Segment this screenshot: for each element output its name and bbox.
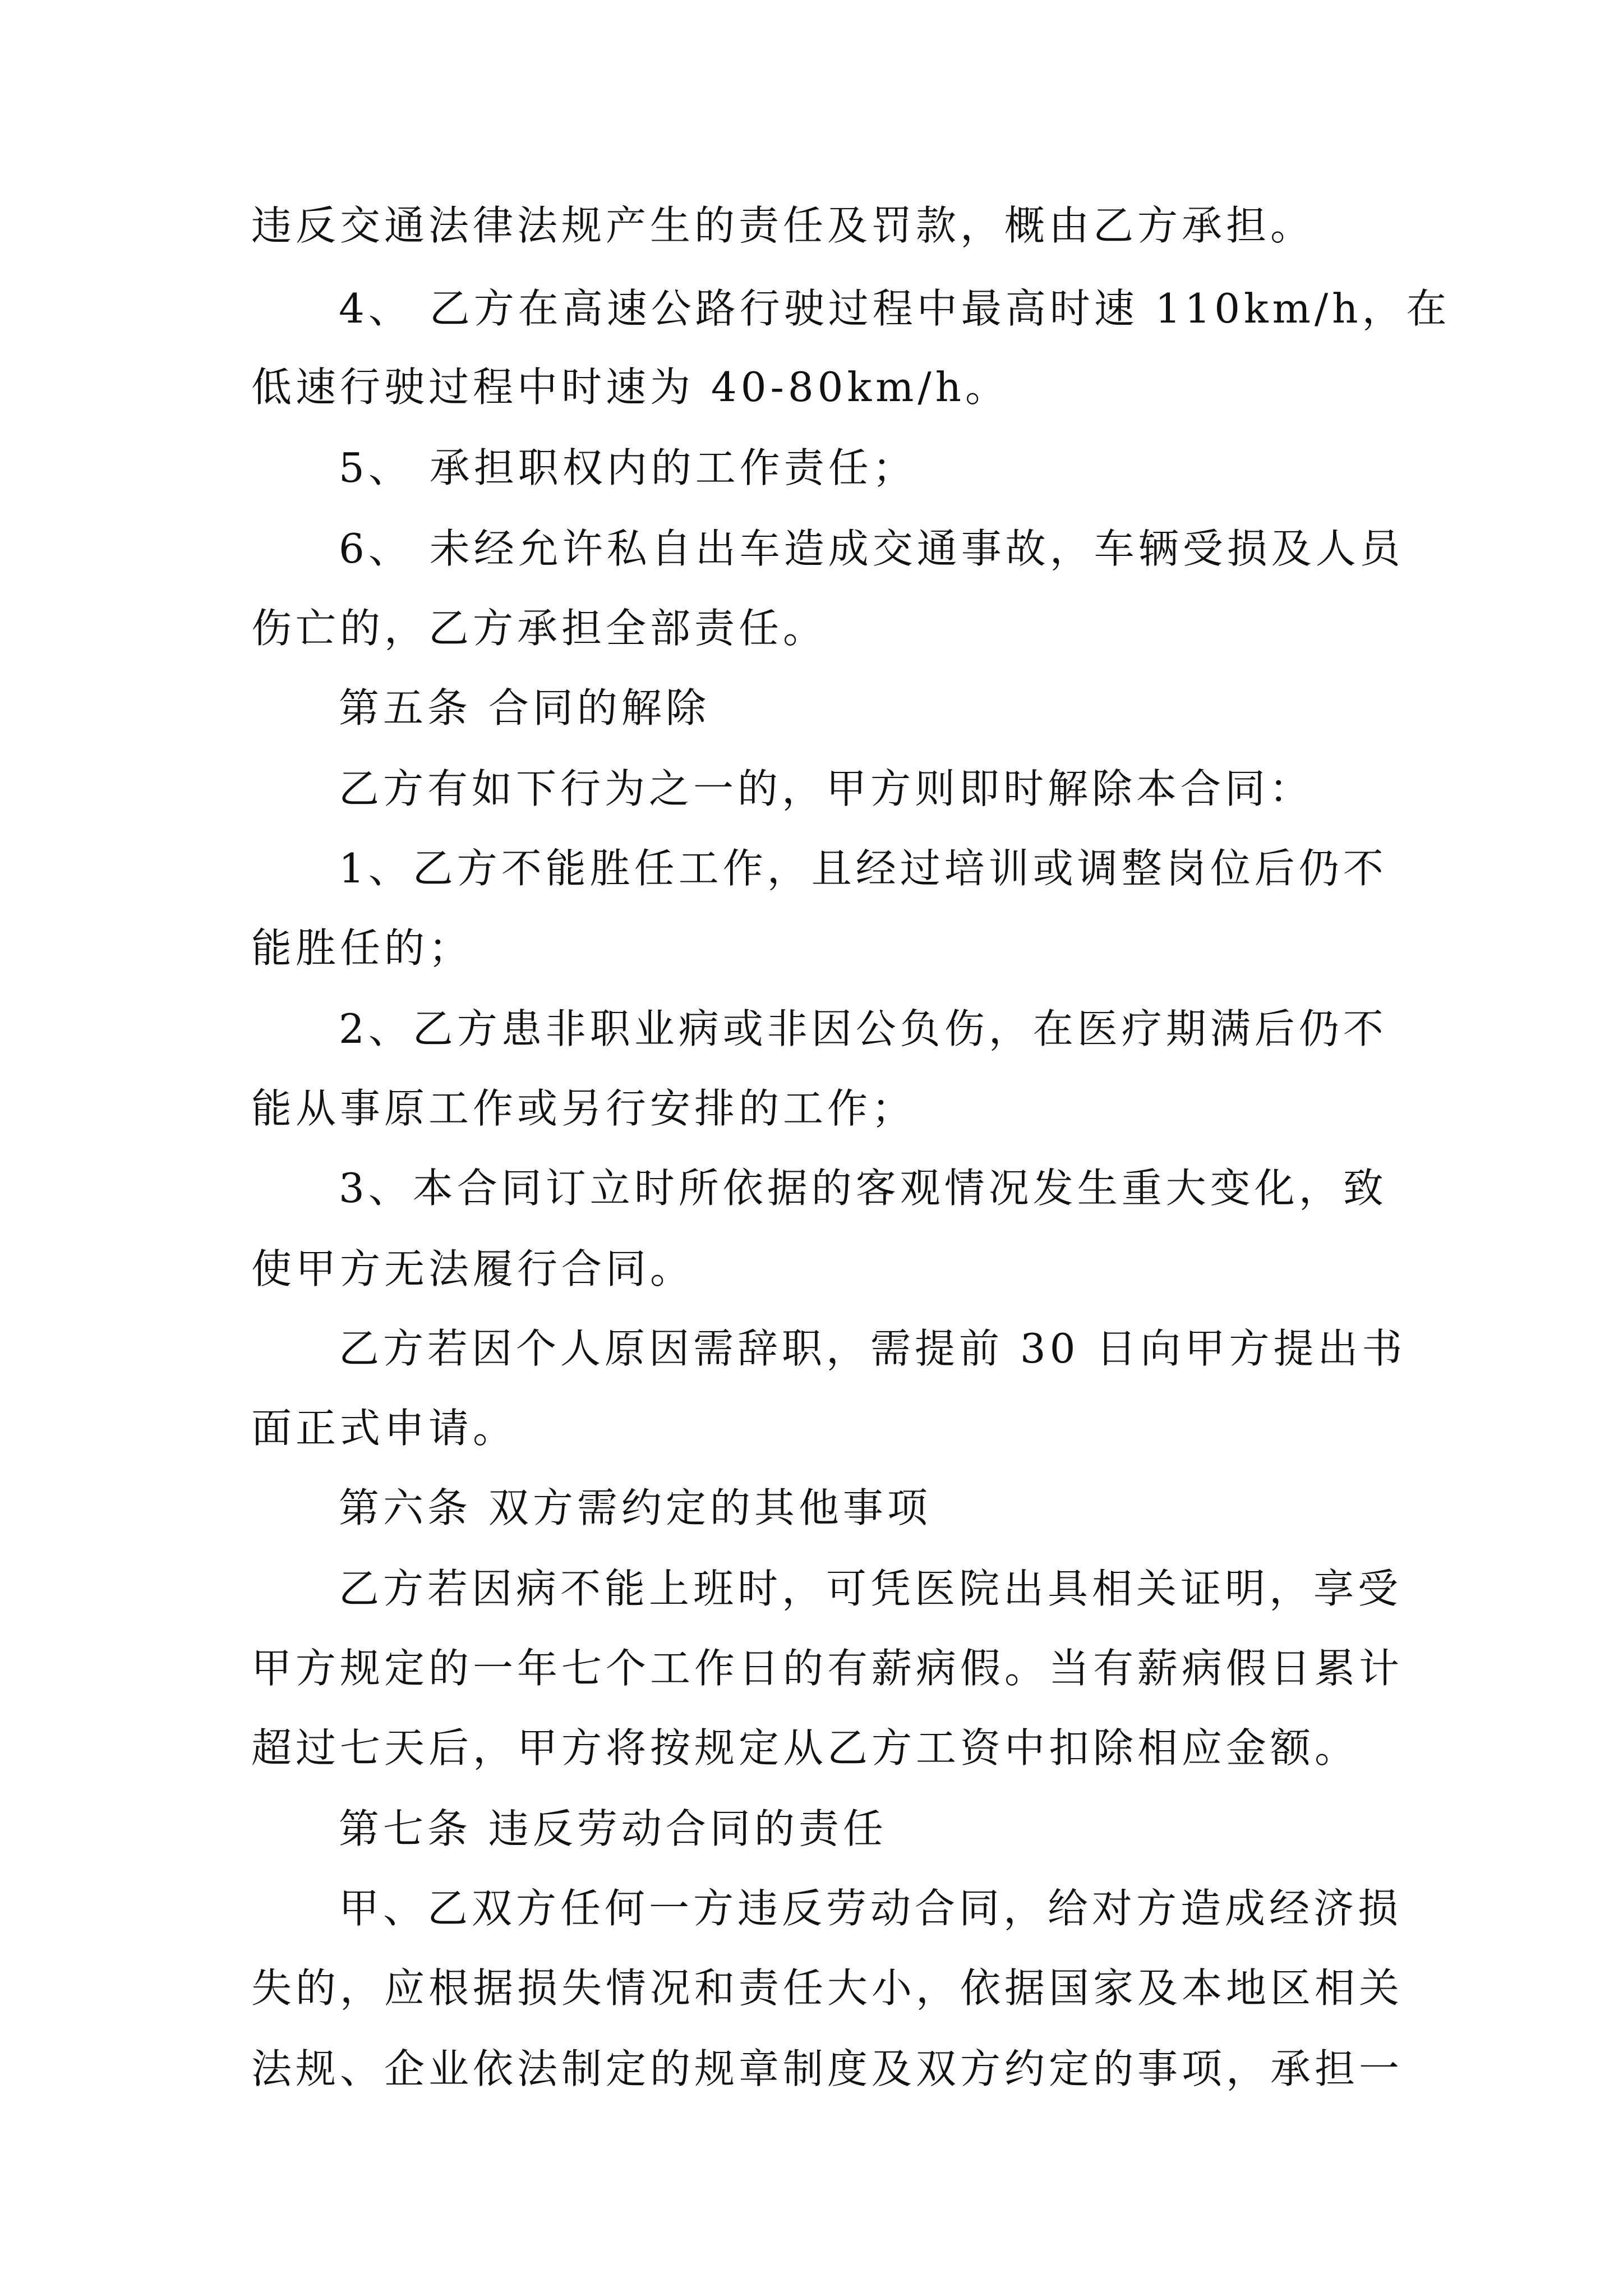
text-line: 乙方若因病不能上班时，可凭医院出具相关证明，享受	[339, 1565, 1403, 1612]
text-line: 乙方若因个人原因需辞职，需提前 30 日向甲方提出书	[339, 1325, 1407, 1372]
section-heading: 第七条 违反劳动合同的责任	[339, 1805, 887, 1852]
text-line: 违反交通法律法规产生的责任及罚款，概由乙方承担。	[251, 202, 1315, 249]
text-line: 甲方规定的一年七个工作日的有薪病假。当有薪病假日累计	[251, 1645, 1404, 1692]
text-line: 面正式申请。	[251, 1405, 518, 1452]
text-line: 2、乙方患非职业病或非因公负伤，在医疗期满后仍不	[339, 1005, 1387, 1052]
text-line: 1、乙方不能胜任工作，且经过培训或调整岗位后仍不	[339, 845, 1387, 892]
text-line: 法规、企业依法制定的规章制度及双方约定的事项，承担一	[251, 2045, 1404, 2092]
text-line: 能从事原工作或另行安排的工作；	[251, 1085, 916, 1132]
text-line: 乙方有如下行为之一的，甲方则即时解除本合同：	[339, 765, 1314, 812]
text-line: 5、 承担职权内的工作责任；	[339, 444, 917, 491]
text-line: 使甲方无法履行合同。	[251, 1245, 695, 1292]
text-line: 超过七天后，甲方将按规定从乙方工资中扣除相应金额。	[251, 1724, 1359, 1772]
text-line: 4、 乙方在高速公路行驶过程中最高时速 110km/h，在	[339, 285, 1451, 332]
text-line: 失的，应根据损失情况和责任大小，依据国家及本地区相关	[251, 1964, 1404, 2012]
section-heading: 第五条 合同的解除	[339, 684, 710, 731]
section-heading: 第六条 双方需约定的其他事项	[339, 1484, 932, 1531]
text-line: 甲、乙双方任何一方违反劳动合同，给对方造成经济损	[339, 1885, 1403, 1932]
text-line: 3、本合同订立时所依据的客观情况发生重大变化，致	[339, 1165, 1387, 1212]
text-line: 低速行驶过程中时速为 40-80km/h。	[251, 364, 1009, 411]
text-line: 6、 未经允许私自出车造成交通事故，车辆受损及人员	[339, 525, 1404, 572]
text-line: 伤亡的，乙方承担全部责任。	[251, 605, 828, 652]
text-line: 能胜任的；	[251, 924, 473, 972]
